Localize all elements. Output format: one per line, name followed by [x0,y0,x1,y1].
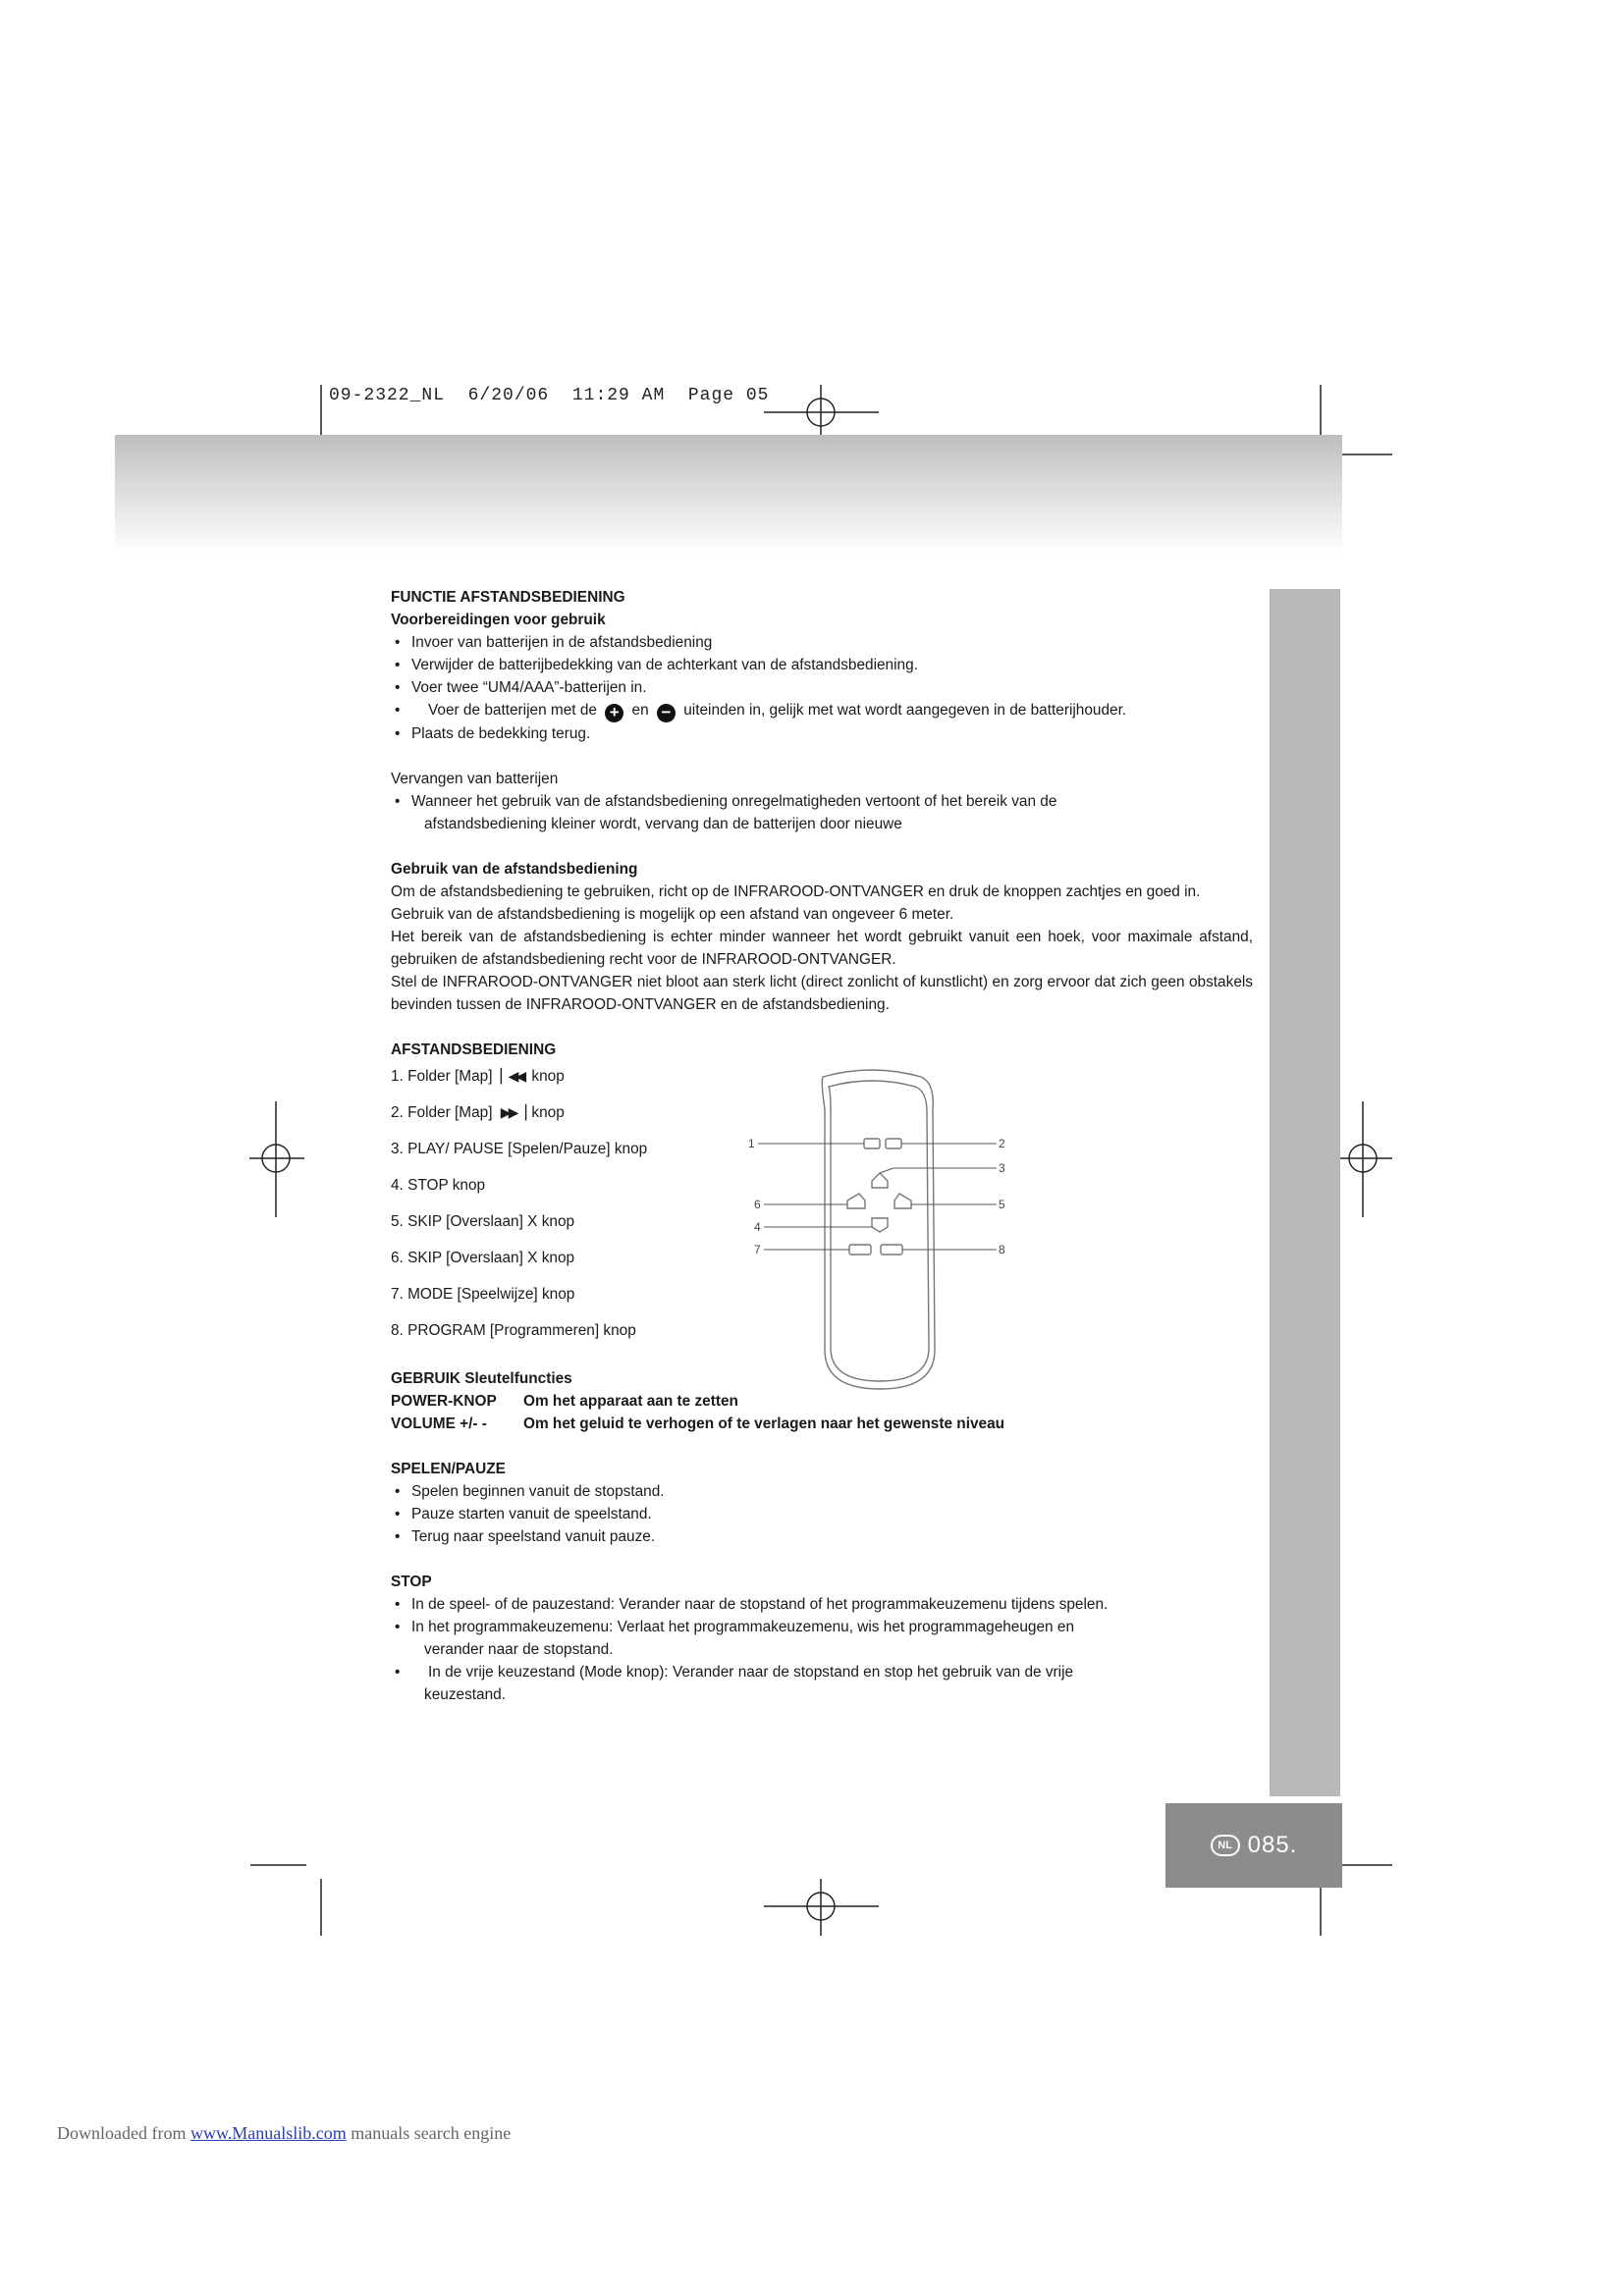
section-title: SPELEN/PAUZE [391,1461,506,1477]
list-item: • Plaats de bedekking terug. [395,725,591,742]
list-item: • Voer twee “UM4/AAA”-batterijen in. [395,679,647,696]
callout-label: 7 [754,1243,761,1256]
section-title: GEBRUIK Sleutelfuncties [391,1370,572,1387]
previous-track-icon: ▏◀◀ [500,1068,524,1084]
callout-label: 8 [999,1243,1005,1256]
list-item: • In het programmakeuzemenu: Verlaat het programmakeuzemenu, wis het programmageheugen en [395,1619,1075,1635]
section-title: STOP [391,1574,432,1590]
callout-label: 2 [999,1137,1005,1150]
callout-label: 5 [999,1198,1005,1211]
list-item: 4. STOP knop [391,1177,486,1194]
header-band [115,435,1342,553]
list-item: • Spelen beginnen vanuit de stopstand. [395,1483,665,1500]
list-item: 5. SKIP [Overslaan] X knop [391,1213,575,1230]
list-item: 8. PROGRAM [Programmeren] knop [391,1322,636,1339]
list-item: • In de vrije keuzestand (Mode knop): Verander naar de stopstand en stop het gebruik van de vrije [395,1664,1074,1681]
plus-icon: + [605,704,623,722]
callout-label: 4 [754,1220,761,1234]
key-function-row: VOLUME +/- - Om het geluid te verhogen of te verlagen naar het gewenste niveau [391,1415,1005,1432]
minus-icon: − [657,704,676,722]
section-title: FUNCTIE AFSTANDSBEDIENING [391,589,625,606]
manualslib-link[interactable]: www.Manualslib.com [189,2123,347,2143]
key-function-row: POWER-KNOP Om het apparaat aan te zetten [391,1393,738,1410]
callout-label: 6 [754,1198,761,1211]
list-item: • Pauze starten vanuit de speelstand. [395,1506,652,1522]
list-item: • In de speel- of de pauzestand: Verander naar de stopstand of het programmakeuzemenu tijdens spelen. [395,1596,1109,1613]
section-title: Vervangen van batterijen [391,771,559,787]
list-item: 7. MODE [Speelwijze] knop [391,1286,575,1303]
paragraph: Stel de INFRAROOD-ONTVANGER niet bloot aan sterk licht (direct zonlicht of kunstlicht) en zorg ervoor dat zich geen obstakels bevinden tussen de INFRAROOD-ONTVANGER en de afstandsbediening. [391,974,1253,1013]
list-item: • Wanneer het gebruik van de afstandsbediening onregelmatigheden vertoont of het bereik van de [395,793,1057,810]
section-title: AFSTANDSBEDIENING [391,1041,557,1058]
list-item-continuation: afstandsbediening kleiner wordt, vervang dan de batterijen door nieuwe [424,816,902,832]
language-badge: NL [1211,1835,1240,1856]
list-item-continuation: verander naar de stopstand. [424,1641,614,1658]
side-tab [1270,589,1340,1796]
section-title: Gebruik van de afstandsbediening [391,861,638,878]
callout-label: 3 [999,1161,1005,1175]
list-item-continuation: keuzestand. [424,1686,506,1703]
callout-label: 1 [748,1137,755,1150]
list-item: 6. SKIP [Overslaan] X knop [391,1250,575,1266]
page-number-box [1165,1803,1342,1888]
paragraph: Het bereik van de afstandsbediening is echter minder wanneer het wordt gebruikt vanuit een hoek, voor maximale afstand, gebruiken de afstandsbediening recht voor de INFRAROOD-ONTVANGER. [391,929,1253,968]
list-item: • Voer de batterijen met de + en − uiteinden in, gelijk met wat wordt aangegeven in de batterijhouder. [395,702,1127,721]
next-track-icon: ▶▶▕ [500,1104,524,1120]
download-footer: Downloaded from www.Manualslib.com manuals search engine [57,2123,512,2143]
list-item: 1. Folder [Map] ▏◀◀ knop [391,1068,565,1085]
list-item: 2. Folder [Map] ▶▶▕ knop [391,1104,565,1121]
paragraph: Om de afstandsbediening te gebruiken, richt op de INFRAROOD-ONTVANGER en druk de knoppen zachtjes en goed in. [391,883,1201,900]
remote-control-diagram [746,1065,1021,1399]
list-item: 3. PLAY/ PAUSE [Spelen/Pauze] knop [391,1141,648,1157]
list-item: • Verwijder de batterijbedekking van de achterkant van de afstandsbediening. [395,657,918,673]
list-item: • Invoer van batterijen in de afstandsbediening [395,634,713,651]
list-item: • Terug naar speelstand vanuit pauze. [395,1528,656,1545]
paragraph: Gebruik van de afstandsbediening is mogelijk op een afstand van ongeveer 6 meter. [391,906,954,923]
page-number: 085. [1247,1832,1298,1858]
print-slug: 09-2322_NL 6/20/06 11:29 AM Page 05 [329,386,770,405]
section-subtitle: Voorbereidingen voor gebruik [391,612,606,628]
